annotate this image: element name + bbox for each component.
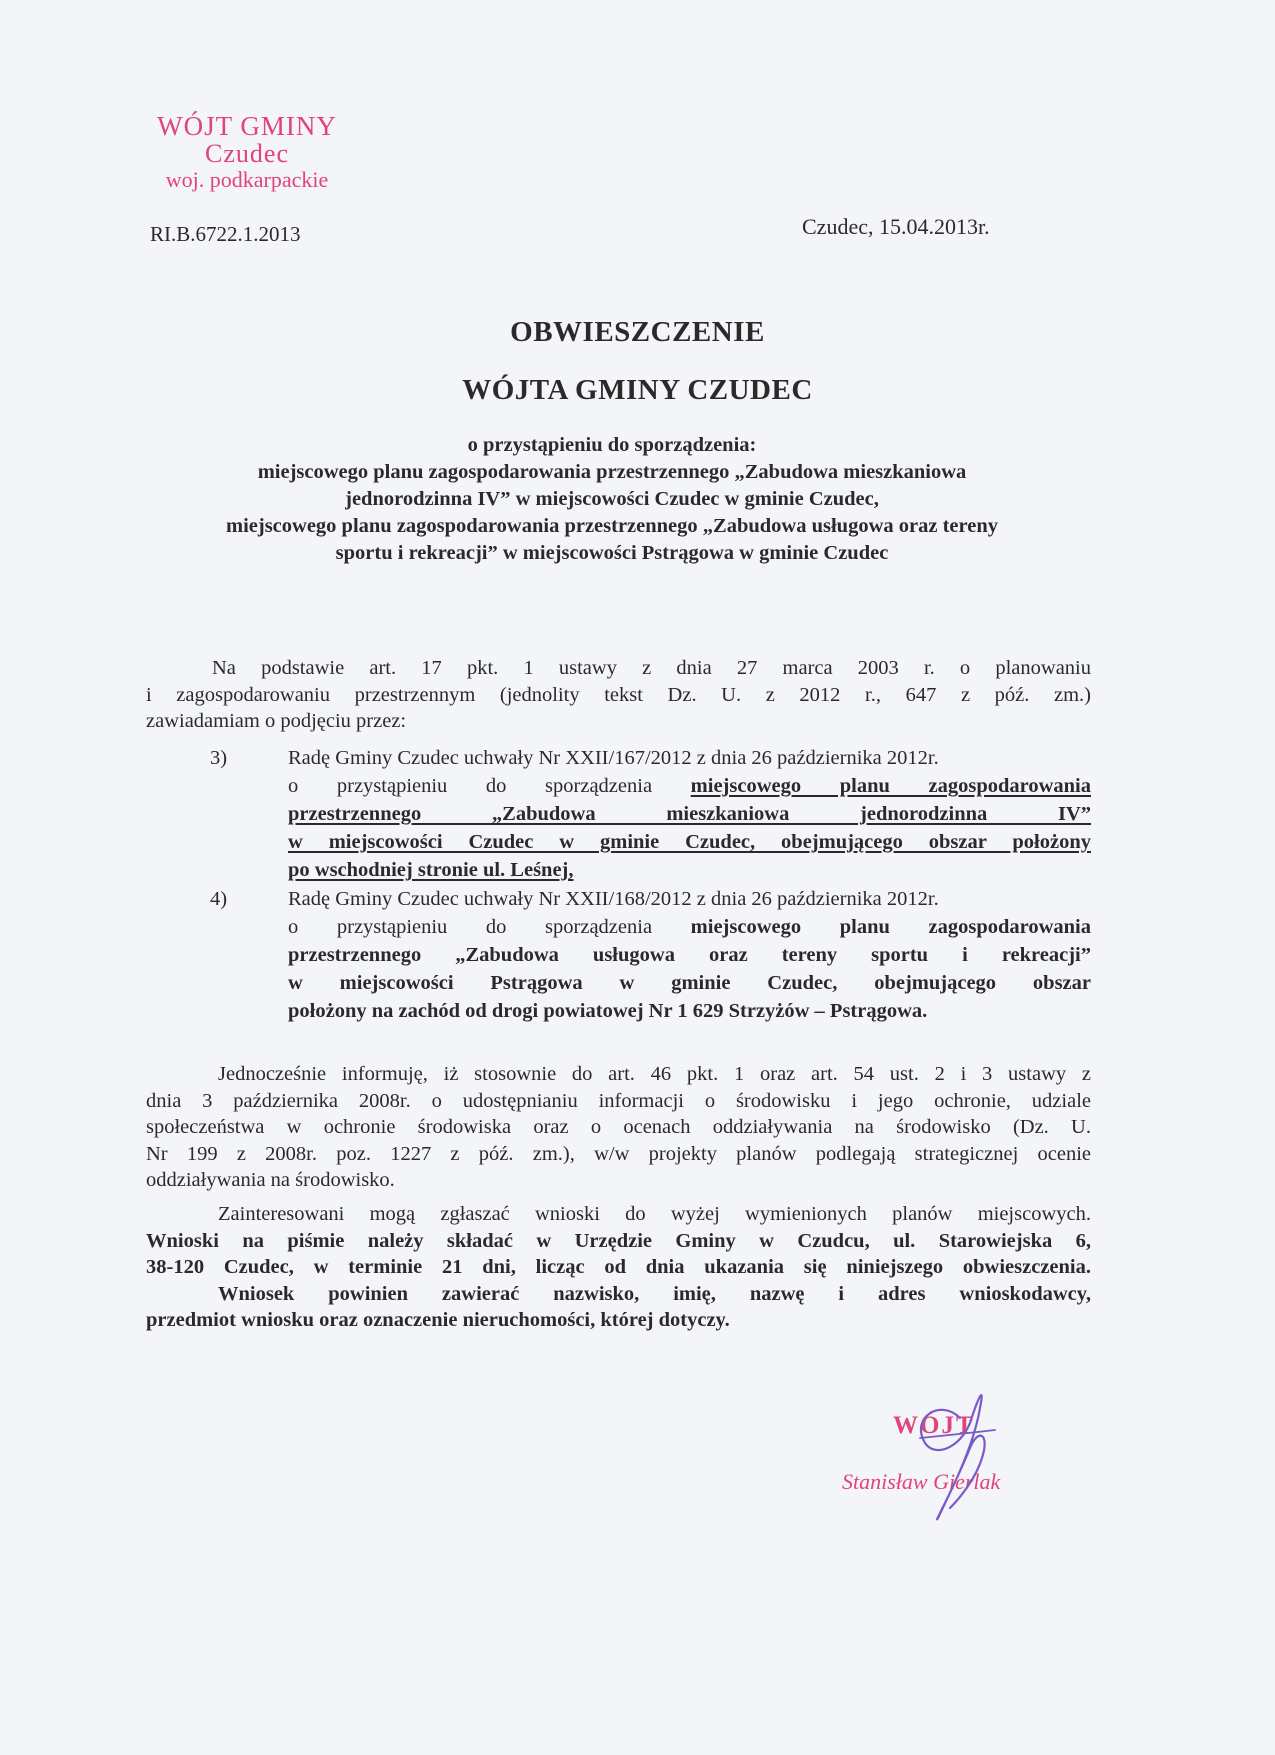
- subject-line: miejscowego planu zagospodarowania przestrzennego „Zabudowa mieszkaniowa: [257, 461, 967, 483]
- office-stamp: [132, 112, 362, 191]
- paragraph-line: zawiadamiam o podjęciu przez:: [146, 710, 407, 732]
- paragraph-line: Wniosek powinien zawierać nazwisko, imię, nazwę i adres wnioskodawcy,: [218, 1282, 1091, 1305]
- item-bold-text: miejscowego planu zagospodarowania: [690, 775, 1091, 797]
- paragraph-line: Nr 199 z 2008r. poz. 1227 z póź. zm.), w/w projekty planów podlegają strategicznej ocenie: [146, 1142, 1091, 1165]
- paragraph-line: i zagospodarowaniu przestrzennym (jednolity tekst Dz. U. z 2012 r., 647 z póź. zm.): [146, 683, 1091, 706]
- paragraph-line: Na podstawie art. 17 pkt. 1 ustawy z dnia 27 marca 2003 r. o planowaniu: [212, 657, 1091, 679]
- paragraph-line: Jednocześnie informuję, iż stosownie do art. 46 pkt. 1 oraz art. 54 ust. 2 i 3 ustawy z: [218, 1063, 1091, 1085]
- resolution-list: [146, 744, 1091, 1026]
- subject-line: jednorodzinna IV” w miejscowości Czudec w gminie Czudec,: [345, 488, 879, 510]
- item-line: położony na zachód od drogi powiatowej Nr 1 629 Strzyżów – Pstrągowa.: [288, 1000, 928, 1022]
- item-line: Radę Gminy Czudec uchwały Nr XXII/167/2012 z dnia 26 października 2012r.: [288, 747, 939, 769]
- paragraph-line: 38-120 Czudec, w terminie 21 dni, licząc od dnia ukazania się niniejszego obwieszczenia.: [146, 1256, 1091, 1278]
- item-number: 4): [210, 888, 228, 910]
- paragraph-line: dnia 3 października 2008r. o udostępnianiu informacji o środowisku i jego ochronie, udziale: [146, 1089, 1091, 1112]
- subject-line: miejscowego planu zagospodarowania przestrzennego „Zabudowa usługowa oraz tereny: [226, 515, 998, 537]
- document-title: OBWIESZCZENIE: [510, 316, 765, 348]
- stamp-line-1: WÓJT GMINY: [157, 111, 337, 141]
- item-number: 3): [210, 747, 228, 769]
- place-and-date: Czudec, 15.04.2013r.: [802, 214, 990, 239]
- signature-name-stamp: Stanisław Gierlak: [842, 1469, 1001, 1494]
- paragraph-line: społeczeństwa w ochronie środowiska oraz o ocenach oddziaływania na środowisko (Dz. U.: [146, 1116, 1091, 1138]
- signature-title-stamp: WÓJT: [893, 1412, 975, 1439]
- item-line: po wschodniej stronie ul. Leśnej,: [288, 859, 574, 881]
- item-line: [288, 913, 1091, 941]
- paragraph-line: Wnioski na piśmie należy składać w Urzędzie Gminy w Czudcu, ul. Starowiejska 6,: [146, 1229, 1091, 1252]
- list-item: [146, 744, 1091, 884]
- item-line: przestrzennego „Zabudowa mieszkaniowa jednorodzinna IV”: [288, 803, 1091, 825]
- handwritten-signature-icon: [900, 1378, 1010, 1528]
- item-bold-text: miejscowego planu zagospodarowania: [690, 916, 1091, 938]
- legal-basis-paragraph: [146, 655, 1091, 735]
- submission-paragraph: [146, 1201, 1091, 1334]
- subject-block: [132, 432, 1092, 567]
- stamp-line-3: woj. podkarpackie: [165, 166, 329, 192]
- environmental-paragraph: [146, 1061, 1091, 1194]
- item-line: Radę Gminy Czudec uchwały Nr XXII/168/2012 z dnia 26 października 2012r.: [288, 888, 939, 910]
- paragraph-line: oddziaływania na środowisko.: [146, 1169, 395, 1191]
- item-text: o przystąpieniu do sporządzenia: [288, 916, 691, 938]
- document-issuer: WÓJTA GMINY CZUDEC: [462, 374, 813, 406]
- reference-number: RI.B.6722.1.2013: [150, 222, 301, 246]
- item-line: w miejscowości Czudec w gminie Czudec, obejmującego obszar położony: [288, 831, 1091, 853]
- subject-line: o przystąpieniu do sporządzenia:: [467, 434, 757, 456]
- subject-line: sportu i rekreacji” w miejscowości Pstrągowa w gminie Czudec: [335, 542, 889, 564]
- item-text: o przystąpieniu do sporządzenia: [288, 775, 691, 797]
- item-line: w miejscowości Pstrągowa w gminie Czudec, obejmującego obszar: [288, 972, 1091, 994]
- stamp-line-2: Czudec: [205, 139, 289, 169]
- paragraph-line: Zainteresowani mogą zgłaszać wnioski do wyżej wymienionych planów miejscowych.: [218, 1203, 1091, 1225]
- item-line: przestrzennego „Zabudowa usługowa oraz tereny sportu i rekreacji”: [288, 944, 1091, 966]
- item-line: [288, 772, 1091, 800]
- list-item: [146, 885, 1091, 1025]
- paragraph-line: przedmiot wniosku oraz oznaczenie nieruchomości, której dotyczy.: [146, 1309, 730, 1331]
